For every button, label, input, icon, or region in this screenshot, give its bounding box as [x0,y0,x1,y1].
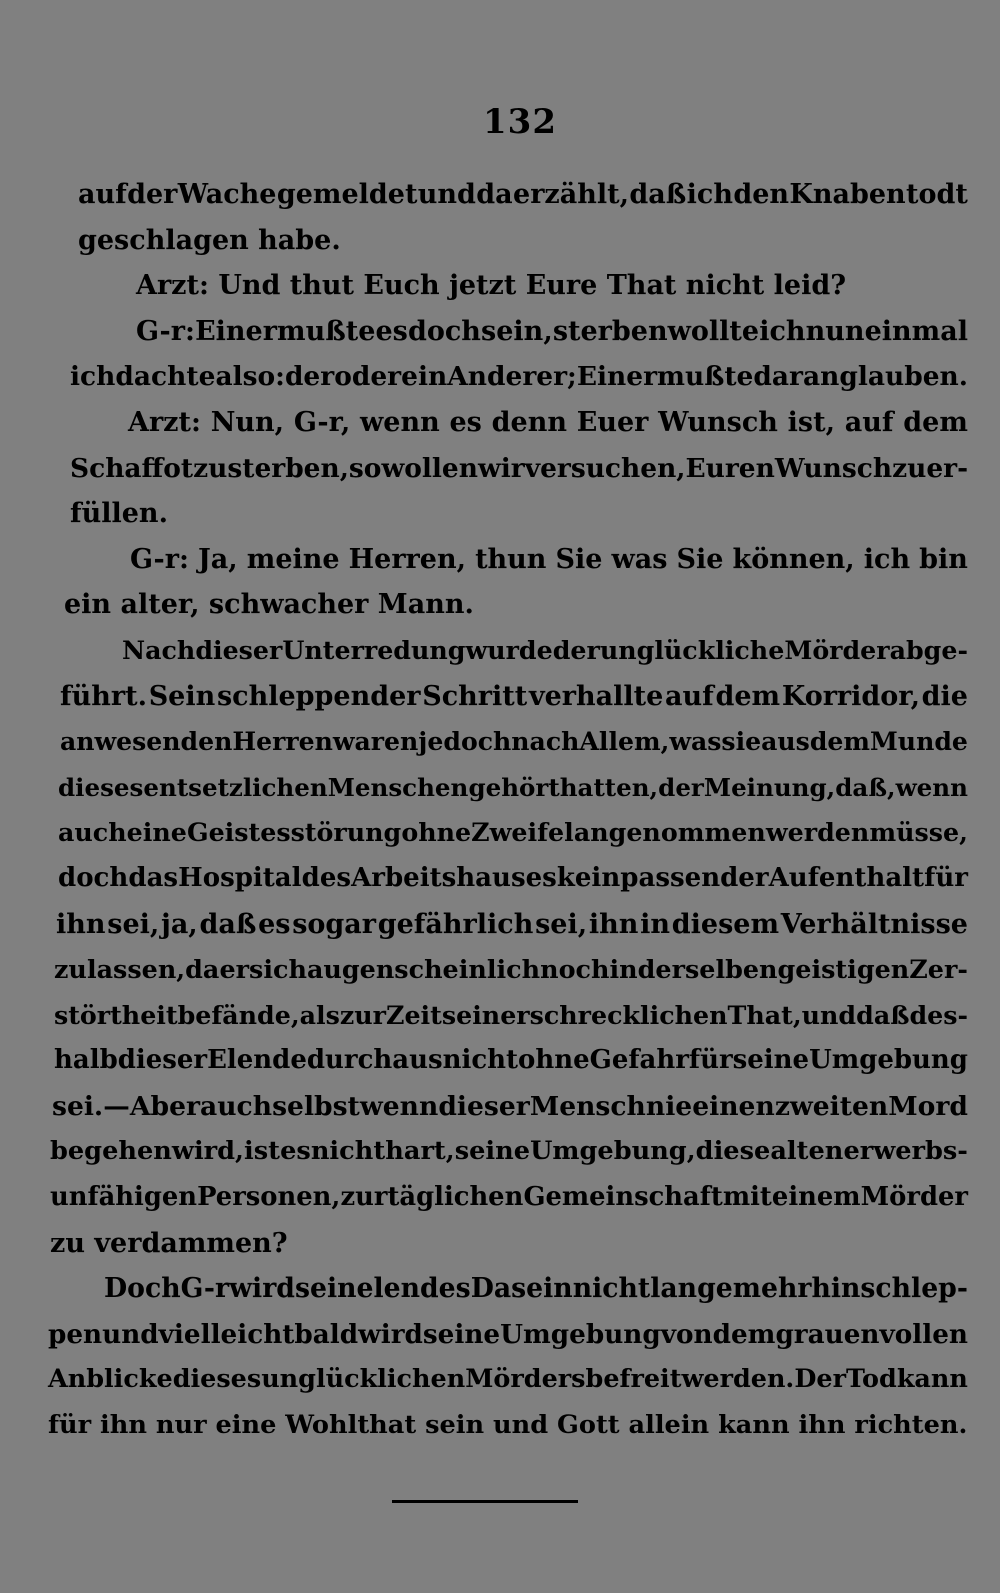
text-line: halb dieser Elende durchaus nicht ohne Gefahr für seine Umgebung [54,1045,968,1076]
text-line: unfähigen Personen, zur täglichen Gemeinschaft mit einem Mörder [50,1182,968,1213]
text-line: begehen wird, ist es nicht hart, seine Umgebung, diese alten erwerbs- [50,1136,968,1167]
text-line: Doch G-r wird sein elendes Dasein nicht lange mehr hinschlep- [104,1273,968,1305]
text-line: Nach dieser Unterredung wurde der unglückliche Mörder abge- [122,634,968,665]
text-line: Schaffot zu sterben, so wollen wir versuchen, Euren Wunsch zu er- [70,452,969,484]
text-line: ein alter, schwacher Mann. [64,589,474,621]
text-line: zu lassen, da er sich augenscheinlich noch in derselben geistigen Zer- [54,954,968,985]
text-line: füllen. [70,498,168,530]
text-line: für ihn nur eine Wohlthat sein und Gott allein kann ihn richten. [48,1410,968,1441]
text-line: zu verdammen? [50,1227,288,1259]
text-line: ihn sei, ja, daß es sogar gefährlich sei, ihn in diesem Verhältnisse [56,908,968,940]
text-line: G-r: Einer mußte es doch sein, sterben wollte ich nun einmal [136,315,968,347]
text-line: ich dachte also: der oder ein Anderer; Einer mußte daran glauben. [70,361,968,393]
end-rule [392,1500,578,1503]
text-line: auf der Wache gemeldet und da erzählt, daß ich den Knaben todt [78,179,968,210]
text-line: dieses entsetzlichen Menschen gehört hatten, der Meinung, daß, wenn [58,772,968,802]
text-line: anwesenden Herren waren jedoch nach Allem, was sie aus dem Munde [60,726,968,757]
text-line: pen und vielleicht bald wird seine Umgebung von dem grauenvollen [48,1318,969,1350]
text-line: führt. Sein schleppender Schritt verhallte auf dem Korridor, die [60,680,968,712]
text-line: Arzt: Nun, G-r, wenn es denn Euer Wunsch ist, auf dem [128,406,968,438]
text-line: sei. — Aber auch selbst wenn dieser Mensch nie einen zweiten Mord [52,1090,968,1122]
text-line: geschlagen habe. [78,224,341,256]
text-line: störtheit befände, als zur Zeit seiner schrecklichen That, und daß des- [54,999,968,1030]
text-line: G-r: Ja, meine Herren, thun Sie was Sie können, ich bin [130,543,968,575]
text-line: Arzt: Und thut Euch jetzt Eure That nicht leid? [136,270,847,302]
body-text [48,172,968,1449]
page-number: 132 [483,102,557,142]
text-line: Anblicke dieses unglücklichen Mörders befreit werden. Der Tod kann [48,1364,968,1395]
text-line: doch das Hospital des Arbeitshauses kein passender Aufenthalt für [58,862,968,893]
text-line: auch eine Geistesstörung ohne Zweifel angenommen werden müsse, [58,817,968,848]
